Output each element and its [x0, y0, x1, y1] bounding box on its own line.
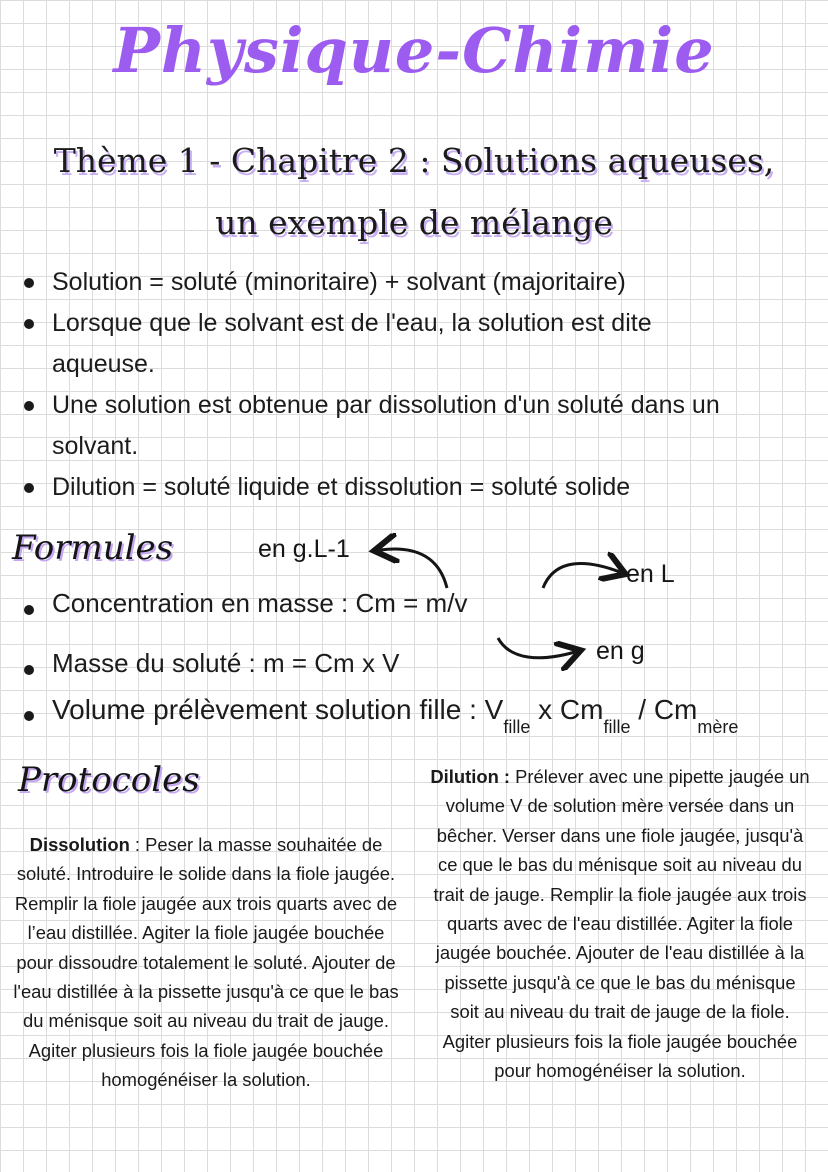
bullet-aqueuse: Lorsque que le solvant est de l'eau, la solution est dite aqueuse.	[0, 303, 752, 385]
bullet-solution: Solution = soluté (minoritaire) + solvant (majoritaire)	[0, 262, 828, 303]
protocol-dissolution	[12, 830, 400, 1095]
dilution-text: Prélever avec une pipette jaugée un volume V de solution mère versée dans un bêcher. Verser dans une fiole jaugée, jusqu'à ce que le bas du ménisque soit au niveau du trait de jauge. Remplir la fiole jaugée aux trois quarts avec de l'eau distillée. Agiter la fiole jaugée bouchée. Ajouter de l'eau distillée à la pissette jusqu'à ce que le bas du ménisque soit au niveau du trait de jauge de la fiole. Agiter plusieurs fois la fiole jaugée bouchée pour homogénéiser la solution.	[433, 766, 810, 1082]
formules-heading: Formules	[12, 528, 174, 568]
page-title: Physique-Chimie	[113, 14, 715, 87]
arrow-to-concentration-unit	[380, 549, 447, 588]
subtitle-line-1: Thème 1 - Chapitre 2 : Solutions aqueuses,	[53, 141, 775, 180]
formula-masse: Masse du soluté : m = Cm x V	[0, 648, 400, 679]
unit-volume-label: en L	[626, 560, 675, 588]
formula-volume	[0, 694, 739, 737]
unit-concentration-label: en g.L-1	[258, 535, 350, 563]
dissolution-label: Dissolution	[29, 834, 130, 855]
formula-volume-div: / Cm	[630, 694, 698, 725]
arrow-to-mass-unit	[498, 638, 575, 658]
formula-volume-label: Volume prélèvement solution fille : V	[52, 694, 504, 725]
dilution-label: Dilution :	[430, 766, 511, 787]
unit-mass-label: en g	[596, 637, 645, 665]
bullet-dissolution: Une solution est obtenue par dissolution d'un soluté dans un solvant.	[0, 385, 752, 467]
protocoles-heading: Protocoles	[18, 760, 200, 800]
subscript-mere: mère	[697, 717, 739, 737]
bullet-dilution: Dilution = soluté liquide et dissolution = soluté solide	[0, 467, 828, 508]
subscript-fille-2: fille	[603, 717, 631, 737]
formula-concentration: Concentration en masse : Cm = m/v	[0, 588, 467, 619]
formula-volume-mid: x Cm	[530, 694, 604, 725]
protocol-dilution	[428, 762, 812, 1085]
arrow-to-volume-unit	[543, 563, 620, 588]
subscript-fille: fille	[503, 717, 531, 737]
subtitle-line-2: un exemple de mélange	[215, 203, 613, 242]
dissolution-text: : Peser la masse souhaitée de soluté. Introduire le solide dans la fiole jaugée. Remplir la fiole jaugée aux trois quarts avec de l’eau distillée. Agiter la fiole jaugée bouchée pour dissoudre totalement le soluté. Ajouter de l'eau distillée à la pissette jusqu'à ce que le bas du ménisque soit au niveau du trait de jauge. Agiter plusieurs fois la fiole jaugée bouchée homogénéiser la solution.	[13, 834, 399, 1091]
